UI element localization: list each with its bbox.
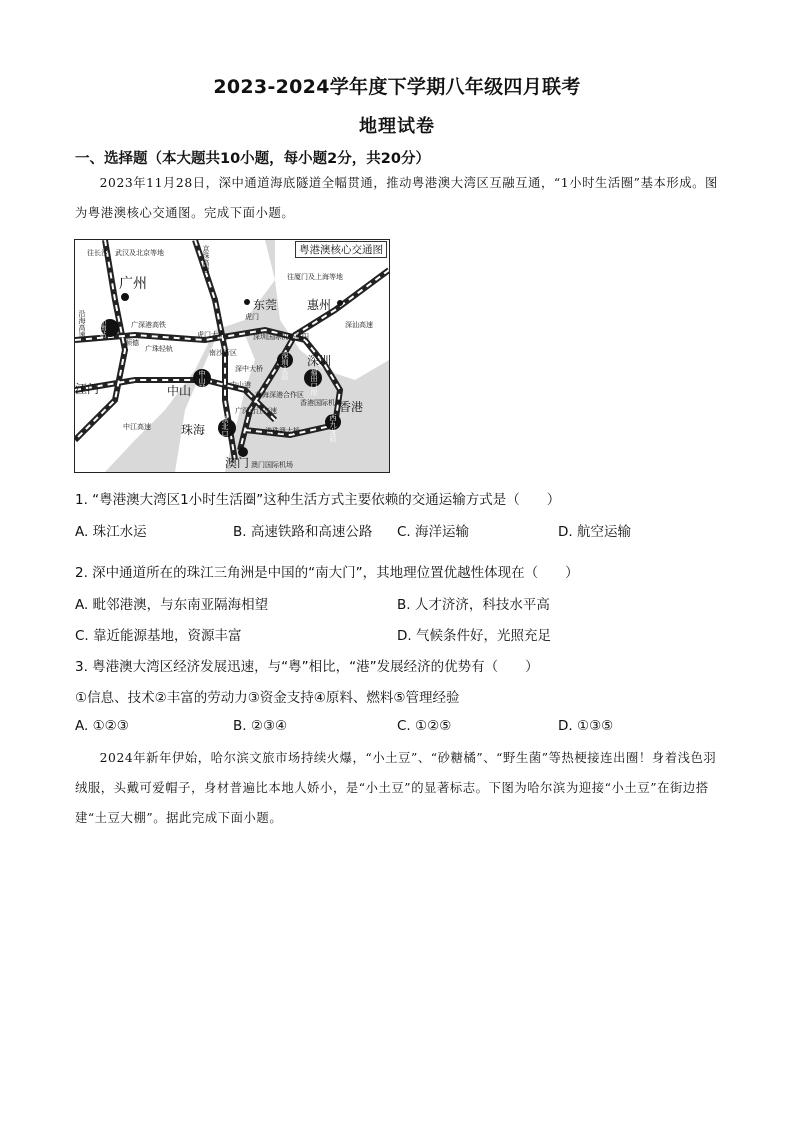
map-label-guangzhu-rail: 广珠轻轨 (145, 345, 173, 353)
question-3-option-b[interactable]: B. ②③④ (233, 718, 288, 734)
map-label-zhongshan-station: 中山站 (198, 370, 206, 391)
map-label-guangshen-hsr: 广深港高铁 (131, 321, 166, 329)
intro-paragraph: 2023年11月28日，深中通道海底隧道全幅贯通，推动粤港澳大湾区互融互通，“1小时生活圈”基本形成。图为粤港澳核心交通图。完成下面小题。 (75, 176, 718, 220)
section-heading: 一、选择题（本大题共10小题，每小题2分，共20分） (75, 151, 430, 167)
question-3-option-c[interactable]: C. ①②⑤ (397, 718, 452, 734)
map-city-dongguan: 东莞 (253, 298, 278, 312)
map-label-jinghu: 京珠高速 (202, 245, 210, 273)
question-2-option-a[interactable]: A. 毗邻港澳，与东南亚隔海相望 (75, 597, 269, 613)
map-city-hongkong: 香港 (339, 400, 364, 414)
map-label-shunde: 顺德 (125, 339, 139, 347)
map-label-zhongjiang: 中江高速 (123, 423, 151, 431)
map-label-zhuhai-station: 拱北口岸 (221, 416, 229, 444)
map-label-hk-kowloon: 西九龙站 (329, 414, 337, 442)
map-city-huizhou: 惠州 (307, 298, 332, 312)
exam-title: 2023-2024学年度下学期八年级四月联考 (213, 76, 581, 98)
map-title: 粤港澳核心交通图 (295, 241, 387, 258)
question-2-option-c[interactable]: C. 靠近能源基地，资源丰富 (75, 628, 242, 644)
map-label-shenzhen-airport: 深圳国际机场 (253, 333, 295, 341)
map-label-hzm-bridge: 港珠澳大桥 (265, 427, 300, 435)
map-label-to-xiamen: 往厦门及上海等地 (287, 273, 343, 281)
map-city-shenzhen: 深圳 (307, 354, 332, 368)
map-city-zhuhai: 珠海 (181, 423, 206, 437)
map-label-shenzhen-north: 深圳北站 (281, 352, 289, 380)
map-label-nansha: 南沙新区 (209, 349, 237, 357)
question-3-items: ①信息、技术②丰富的劳动力③资金支持④原料、燃料⑤管理经验 (75, 690, 460, 706)
question-1-option-c[interactable]: C. 海洋运输 (397, 524, 470, 540)
map-label-shanshen: 深汕高速 (345, 321, 373, 329)
question-3-option-d[interactable]: D. ①③⑤ (558, 718, 614, 734)
question-1-stem: 1. “粤港澳大湾区1小时生活圈”这种生活方式主要依赖的交通运输方式是（ ） (75, 492, 561, 508)
map-label-to-changsha: 往长沙、武汉及北京等地 (87, 249, 164, 257)
question-2-option-d[interactable]: D. 气候条件好，光照充足 (397, 628, 551, 644)
map-label-zhongshan-port: 中山港 (230, 381, 251, 389)
question-3-option-a[interactable]: A. ①②③ (75, 718, 129, 734)
map-label-shenzhong-bridge: 深中大桥 (235, 365, 263, 373)
question-3-stem: 3. 粤港澳大湾区经济发展迅速，与“粤”相比，“港”发展经济的优势有（ ） (75, 659, 539, 675)
question-2-option-b[interactable]: B. 人才济济，科技水平高 (397, 597, 550, 613)
question-1-option-a[interactable]: A. 珠江水运 (75, 524, 147, 540)
map-city-jiangmen: 江门 (75, 382, 100, 396)
map-label-humen: 虎门 (245, 313, 259, 321)
map-label-yanhu: 沿海高速 (78, 310, 86, 338)
question-1-option-d[interactable]: D. 航空运输 (558, 524, 631, 540)
exam-subject: 地理试卷 (359, 116, 435, 137)
map-city-macau: 澳门 (225, 456, 250, 470)
map-label-guangzhou-south: 广州南站 (99, 310, 107, 338)
traffic-map (74, 239, 390, 473)
map-label-qianhai: 前海深港合作区 (255, 391, 304, 399)
map-city-guangzhou: 广州 (119, 276, 147, 292)
map-label-hk-airport: 香港国际机场 (300, 399, 342, 407)
map-label-humen-bridge: 虎门大桥 (197, 331, 225, 339)
question-1-option-b[interactable]: B. 高速铁路和高速公路 (233, 524, 373, 540)
map-label-futian: 福田口岸 (310, 368, 318, 396)
map-city-zhongshan: 中山 (167, 384, 192, 398)
question-2-stem: 2. 深中通道所在的珠江三角洲是中国的“南大门”，其地理位置优越性体现在（ ） (75, 565, 579, 581)
map-label-macau-airport: 澳门国际机场 (251, 461, 293, 469)
harbin-intro-paragraph: 2024年新年伊始，哈尔滨文旅市场持续火爆，“小土豆”、“砂糖橘”、“野生菌”等热梗接连出圈！身着浅色羽绒服，头戴可爱帽子，身材普遍比本地人娇小，是“小土豆”的显著标志。下图为哈尔滨为迎接“小土豆”在街边搭建“土豆大棚”。据此完成下面小题。 (75, 751, 717, 825)
map-label-huiyang: 惠阳 (295, 333, 309, 341)
map-label-guangshen-exp: 广深沿江高速 (235, 407, 277, 415)
